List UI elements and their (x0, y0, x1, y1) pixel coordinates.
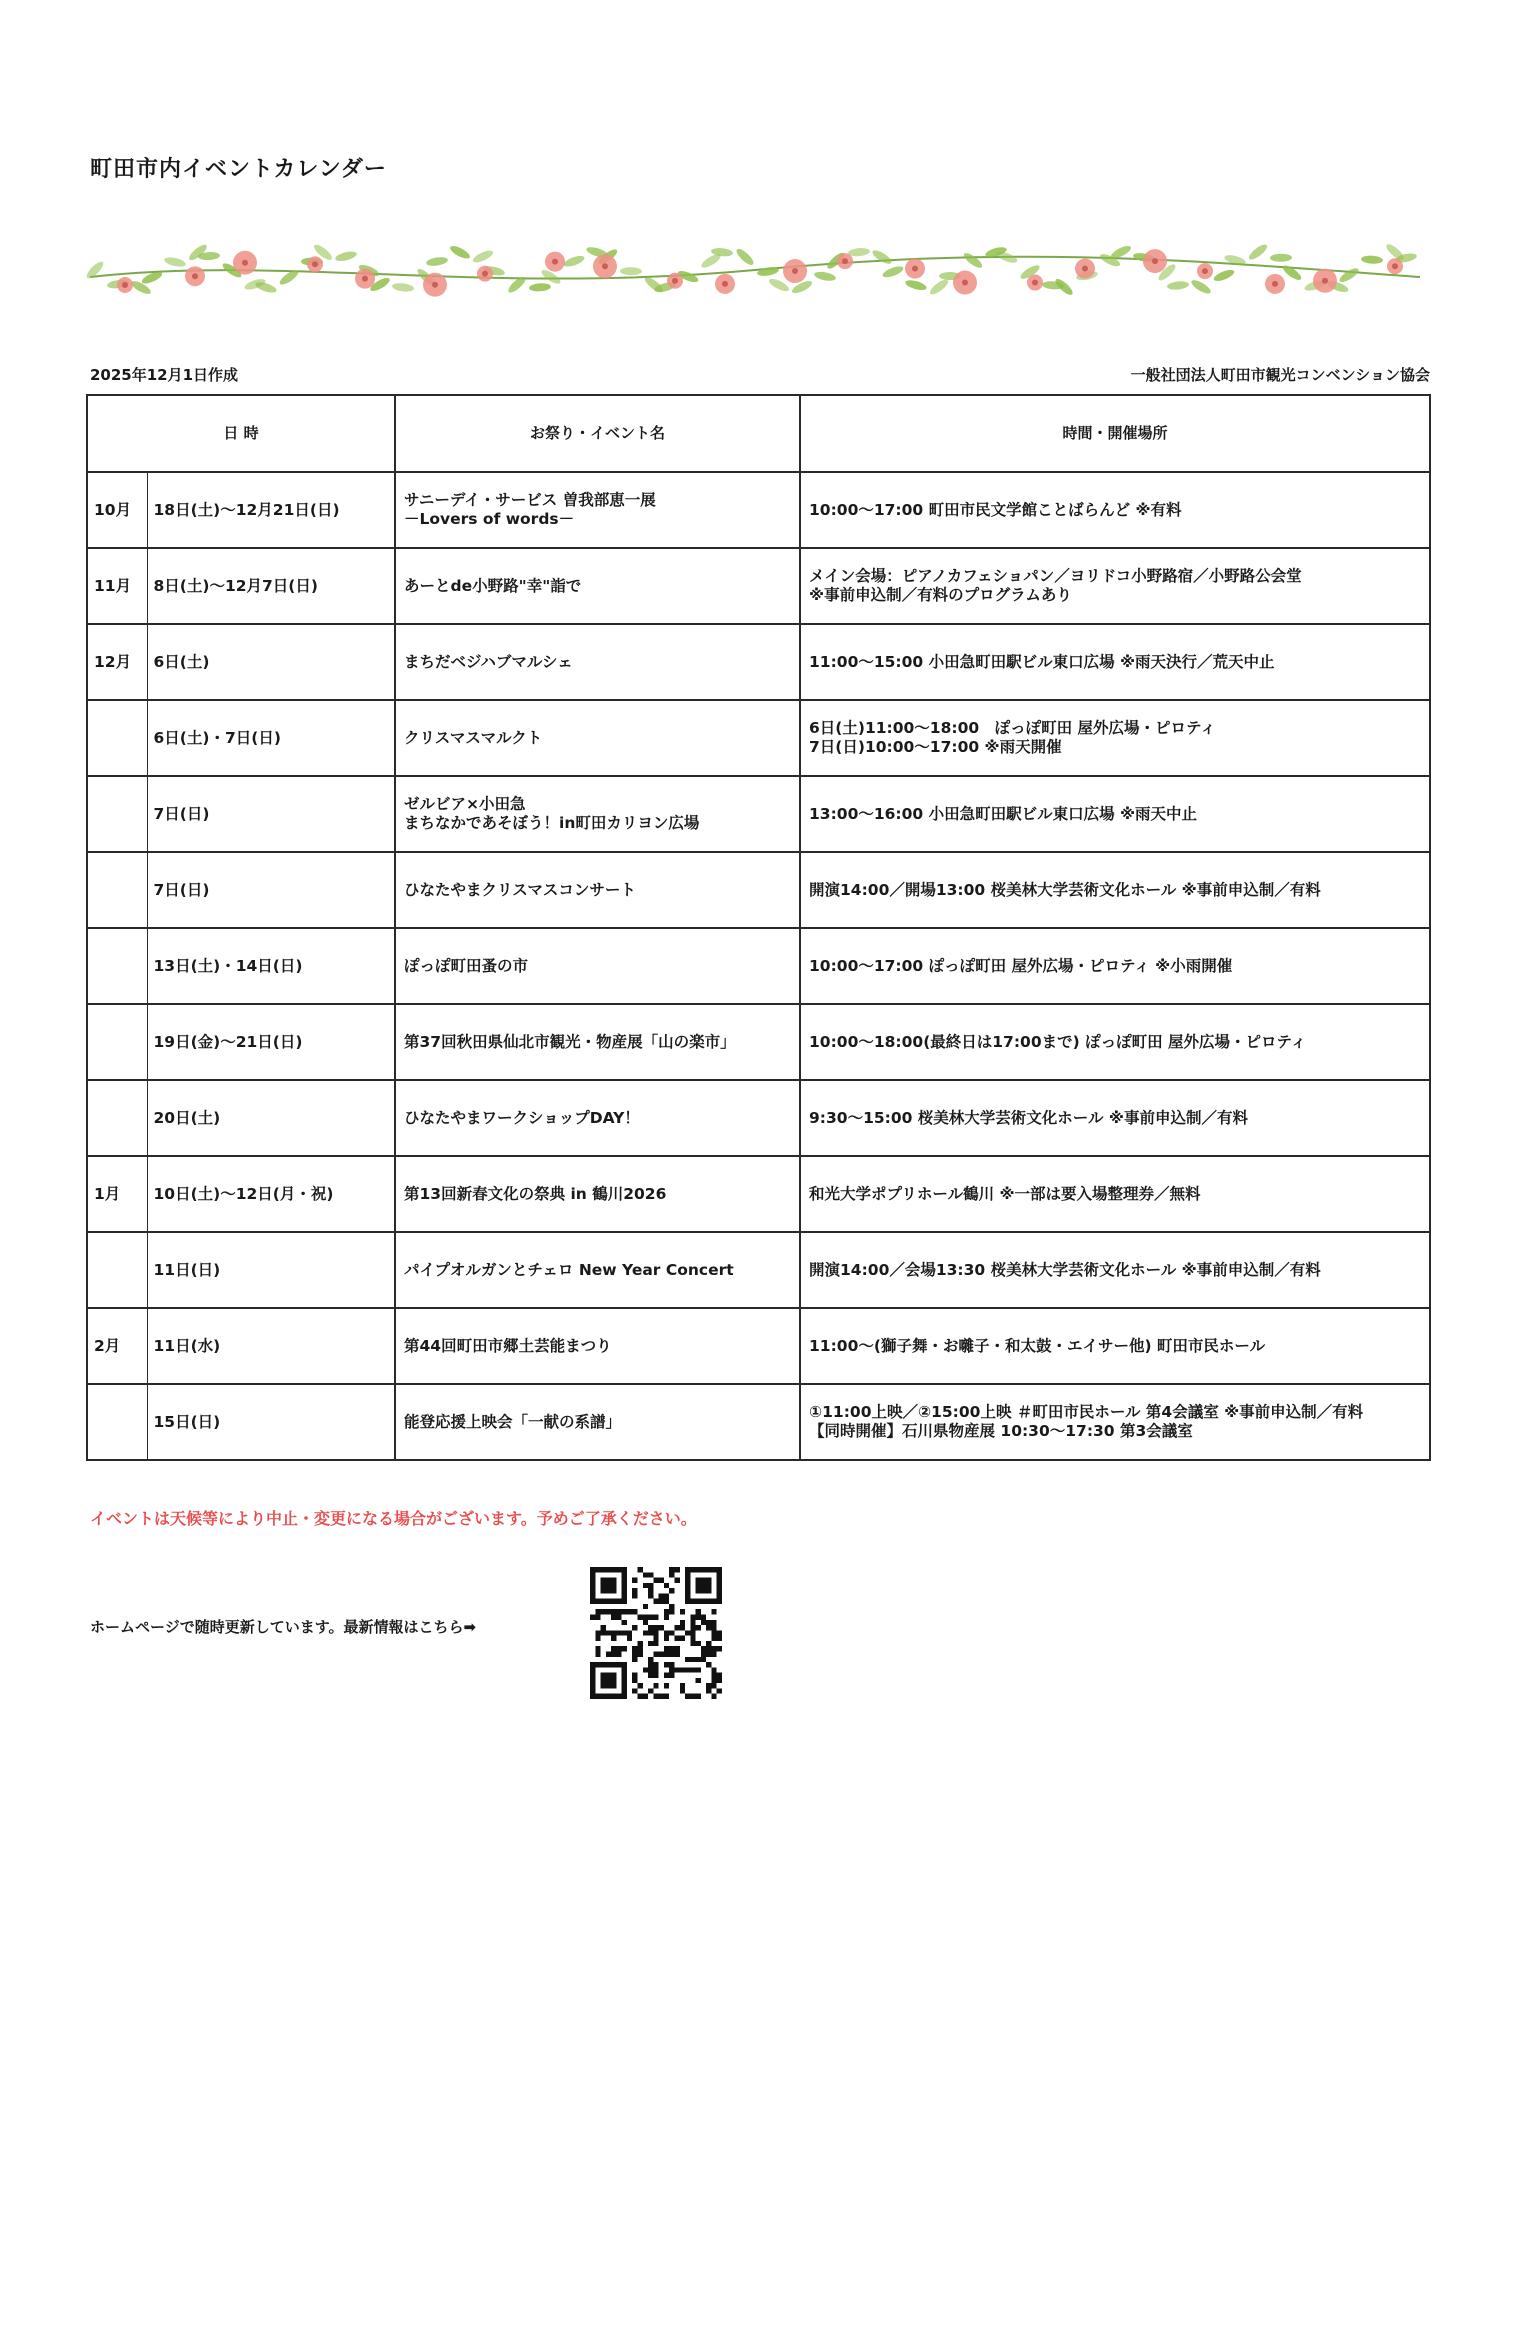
event-name-cell: まちだベジハブマルシェ (395, 624, 800, 700)
month-cell (87, 852, 147, 928)
header-venue: 時間・開催場所 (800, 395, 1430, 472)
table-row (87, 928, 1430, 1004)
venue-cell: 開演14:00／開場13:00 桜美林大学芸術文化ホール ※事前申込制／有料 (800, 852, 1430, 928)
date-cell: 18日(土)～12月21日(日) (147, 472, 395, 548)
page-title: 町田市内イベントカレンダー (90, 157, 387, 182)
table-row (87, 1080, 1430, 1156)
venue-cell: 開演14:00／会場13:30 桜美林大学芸術文化ホール ※事前申込制／有料 (800, 1232, 1430, 1308)
created-date: 2025年12月1日作成 (90, 366, 239, 384)
date-cell: 7日(日) (147, 776, 395, 852)
table-row (87, 1156, 1430, 1232)
month-cell: 1月 (87, 1156, 147, 1232)
header-event-name: お祭り・イベント名 (395, 395, 800, 472)
month-cell: 11月 (87, 548, 147, 624)
date-cell: 15日(日) (147, 1384, 395, 1460)
month-cell (87, 776, 147, 852)
date-cell: 13日(土)・14日(日) (147, 928, 395, 1004)
homepage-info: ホームページで随時更新しています。最新情報はこちら➡ (90, 1618, 477, 1636)
month-cell (87, 928, 147, 1004)
date-cell: 10日(土)～12日(月・祝) (147, 1156, 395, 1232)
table-row (87, 776, 1430, 852)
month-cell (87, 700, 147, 776)
table-row (87, 548, 1430, 624)
date-cell: 6日(土)・7日(日) (147, 700, 395, 776)
date-cell: 20日(土) (147, 1080, 395, 1156)
event-name-cell: 第37回秋田県仙北市観光・物産展「山の楽市」 (395, 1004, 800, 1080)
month-cell (87, 1384, 147, 1460)
date-cell: 6日(土) (147, 624, 395, 700)
month-cell (87, 1080, 147, 1156)
venue-cell: 13:00～16:00 小田急町田駅ビル東口広場 ※雨天中止 (800, 776, 1430, 852)
event-calendar-table (86, 394, 1431, 1461)
flower-garland-decoration (85, 215, 1425, 325)
date-cell: 11日(日) (147, 1232, 395, 1308)
event-name-cell: 第13回新春文化の祭典 in 鶴川2026 (395, 1156, 800, 1232)
table-row (87, 1308, 1430, 1384)
table-row (87, 1004, 1430, 1080)
qr-code[interactable] (588, 1567, 724, 1699)
table-row (87, 624, 1430, 700)
event-name-cell: パイプオルガンとチェロ New Year Concert (395, 1232, 800, 1308)
header-datetime: 日 時 (87, 395, 395, 472)
venue-cell: 10:00～17:00 ぽっぽ町田 屋外広場・ピロティ ※小雨開催 (800, 928, 1430, 1004)
event-rows (87, 472, 1430, 1460)
date-cell: 7日(日) (147, 852, 395, 928)
venue-cell: 10:00～18:00(最終日は17:00まで) ぽっぽ町田 屋外広場・ピロティ (800, 1004, 1430, 1080)
event-name-cell: 能登応援上映会「一献の系譜」 (395, 1384, 800, 1460)
table-row (87, 1384, 1430, 1460)
date-cell: 8日(土)～12月7日(日) (147, 548, 395, 624)
event-name-cell: ひなたやまワークショップDAY！ (395, 1080, 800, 1156)
event-name-cell: サニーデイ・サービス 曽我部恵一展 －Lovers of words－ (395, 472, 800, 548)
weather-notice: イベントは天候等により中止・変更になる場合がございます。予めご了承ください。 (90, 1509, 697, 1528)
month-cell: 2月 (87, 1308, 147, 1384)
table-row (87, 700, 1430, 776)
event-name-cell: ぽっぽ町田蚤の市 (395, 928, 800, 1004)
event-name-cell: ひなたやまクリスマスコンサート (395, 852, 800, 928)
month-cell: 10月 (87, 472, 147, 548)
table-header-row (87, 395, 1430, 472)
venue-cell: 11:00～15:00 小田急町田駅ビル東口広場 ※雨天決行／荒天中止 (800, 624, 1430, 700)
date-cell: 19日(金)～21日(日) (147, 1004, 395, 1080)
venue-cell: 和光大学ポプリホール鶴川 ※一部は要入場整理券／無料 (800, 1156, 1430, 1232)
table-row (87, 852, 1430, 928)
venue-cell: 9:30～15:00 桜美林大学芸術文化ホール ※事前申込制／有料 (800, 1080, 1430, 1156)
table-row (87, 472, 1430, 548)
venue-cell: 10:00～17:00 町田市民文学館ことばらんど ※有料 (800, 472, 1430, 548)
event-name-cell: クリスマスマルクト (395, 700, 800, 776)
organization-name: 一般社団法人町田市観光コンベンション協会 (1130, 366, 1430, 384)
venue-cell: 6日(土)11:00～18:00 ぽっぽ町田 屋外広場・ピロティ 7日(日)10:00～17:00 ※雨天開催 (800, 700, 1430, 776)
month-cell (87, 1232, 147, 1308)
date-cell: 11日(水) (147, 1308, 395, 1384)
event-name-cell: ゼルビア×小田急 まちなかであそぼう！in町田カリヨン広場 (395, 776, 800, 852)
month-cell: 12月 (87, 624, 147, 700)
event-name-cell: 第44回町田市郷土芸能まつり (395, 1308, 800, 1384)
month-cell (87, 1004, 147, 1080)
event-name-cell: あーとde小野路"幸"詣で (395, 548, 800, 624)
venue-cell: ①11:00上映／②15:00上映 ＃町田市民ホール 第4会議室 ※事前申込制／有料 【同時開催】石川県物産展 10:30～17:30 第3会議室 (800, 1384, 1430, 1460)
table-row (87, 1232, 1430, 1308)
venue-cell: メイン会場：ピアノカフェショパン／ヨリドコ小野路宿／小野路公会堂 ※事前申込制／有料のプログラムあり (800, 548, 1430, 624)
venue-cell: 11:00～(獅子舞・お囃子・和太鼓・エイサー他) 町田市民ホール (800, 1308, 1430, 1384)
